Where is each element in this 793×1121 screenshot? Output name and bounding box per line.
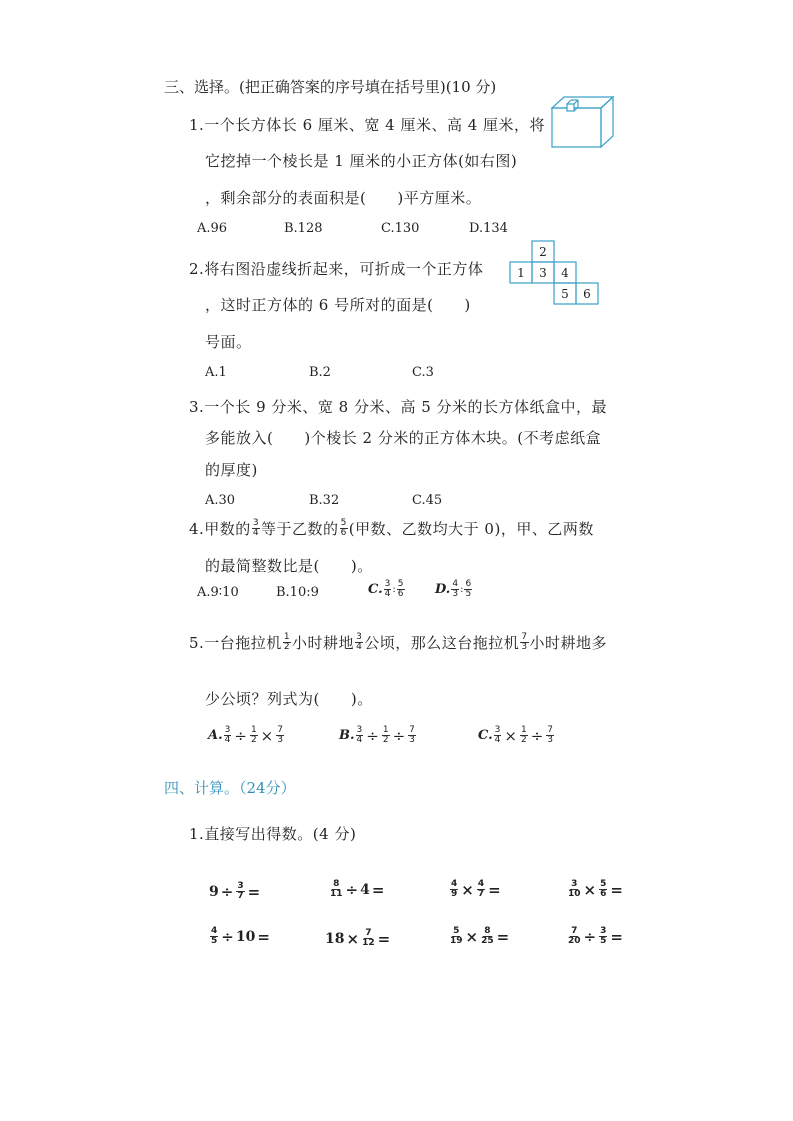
q3-line2: 多能放入( )个棱长 2 分米的正方体木块。(不考虑纸盒 [205, 429, 602, 447]
calc-r1-c3: $\frac{4}{9}$ × $\frac{4}{7}$ = [451, 879, 501, 899]
q2-line2: ，这时正方体的 6 号所对的面是( ) [205, 296, 471, 314]
q4-option-b[interactable]: B.10:9 [276, 585, 319, 600]
cube-net-figure [509, 240, 599, 306]
calc-r1-c1: 9 ÷ $\frac{3}{7}$ = [209, 881, 261, 901]
section-4-title: 四、计算。（24分） [164, 779, 296, 797]
q2-line1: 2.将右图沿虚线折起来，可折成一个正方体 [189, 260, 484, 278]
q3-option-a[interactable]: A.30 [205, 493, 236, 508]
q3-line3: 的厚度) [205, 461, 258, 479]
q1-option-a[interactable]: A.96 [197, 221, 228, 236]
q4-fraction-5-6: $\frac{5}{6}$ [340, 518, 347, 538]
q2-option-b[interactable]: B.2 [309, 365, 331, 380]
q3-option-b[interactable]: B.32 [309, 493, 340, 508]
q2-line3: 号面。 [205, 333, 252, 351]
calc-r2-c2: 18 × $\frac{7}{12}$ = [325, 928, 391, 948]
q5-line1: 5.一台拖拉机 $\frac{1}{2}$ 小时耕地 $\frac{3}{4}$ 公顷，那么这台拖拉机 $\frac{7}{3}$ 小时耕地多 [189, 632, 608, 652]
cuboid-figure [550, 94, 616, 150]
net-label-3: 3 [539, 266, 547, 280]
q3-option-c[interactable]: C.45 [412, 493, 443, 508]
q2-option-a[interactable]: A.1 [205, 365, 227, 380]
q4-option-c[interactable]: C. $\frac{3}{4}$ : $\frac{5}{6}$ [368, 579, 404, 599]
net-label-1: 1 [517, 266, 525, 280]
q1-line1: 1.一个长方体长 6 厘米、宽 4 厘米、高 4 厘米，将 [189, 116, 546, 134]
q1-line3: ，剩余部分的表面积是( )平方厘米。 [205, 189, 482, 207]
calc-r2-c4: $\frac{7}{20}$ ÷ $\frac{3}{5}$ = [568, 926, 623, 946]
calc-r1-c4: $\frac{3}{10}$ × $\frac{5}{6}$ = [568, 879, 623, 899]
q2-option-c[interactable]: C.3 [412, 365, 434, 380]
q1-option-b[interactable]: B.128 [284, 221, 323, 236]
net-label-4: 4 [561, 266, 569, 280]
net-label-6: 6 [583, 287, 591, 301]
q4-line1: 4.甲数的 $\frac{3}{4}$ 等于乙数的 $\frac{5}{6}$ (甲数、乙数均大于 0)，甲、乙两数 [189, 518, 594, 538]
q1-option-c[interactable]: C.130 [381, 221, 420, 236]
q5-option-c[interactable]: C. $\frac{3}{4}$ × $\frac{1}{2}$ ÷ $\frac{7}{3}$ [478, 725, 554, 745]
net-label-5: 5 [561, 287, 569, 301]
q5-option-b[interactable]: B. $\frac{3}{4}$ ÷ $\frac{1}{2}$ ÷ $\frac{7}{3}$ [339, 725, 415, 745]
calc-r1-c2: $\frac{8}{11}$ ÷ 4 = [330, 879, 385, 899]
q5-line2: 少公顷？列式为( )。 [205, 690, 373, 708]
q3-line1: 3.一个长 9 分米、宽 8 分米、高 5 分米的长方体纸盒中，最 [189, 398, 608, 416]
section-3-title: 三、选择。(把正确答案的序号填在括号里)(10 分) [164, 78, 497, 96]
q1-option-d[interactable]: D.134 [469, 221, 508, 236]
q4-fraction-3-4: $\frac{3}{4}$ [252, 518, 260, 538]
q1-line2: 它挖掉一个棱长是 1 厘米的小正方体(如右图) [205, 152, 518, 170]
calc-r2-c1: $\frac{4}{5}$ ÷ 10 = [211, 926, 270, 946]
q4-option-a[interactable]: A.9∶10 [197, 585, 239, 600]
net-label-2: 2 [539, 245, 547, 259]
q4-option-d[interactable]: D. $\frac{4}{3}$ : $\frac{6}{5}$ [435, 579, 472, 599]
section-4-sub1: 1.直接写出得数。(4 分) [189, 825, 357, 843]
calc-r2-c3: $\frac{5}{19}$ × $\frac{8}{25}$ = [450, 926, 510, 946]
q4-line2: 的最简整数比是( )。 [205, 557, 373, 575]
q5-option-a[interactable]: A. $\frac{3}{4}$ ÷ $\frac{1}{2}$ × $\frac{7}{3}$ [208, 725, 283, 745]
